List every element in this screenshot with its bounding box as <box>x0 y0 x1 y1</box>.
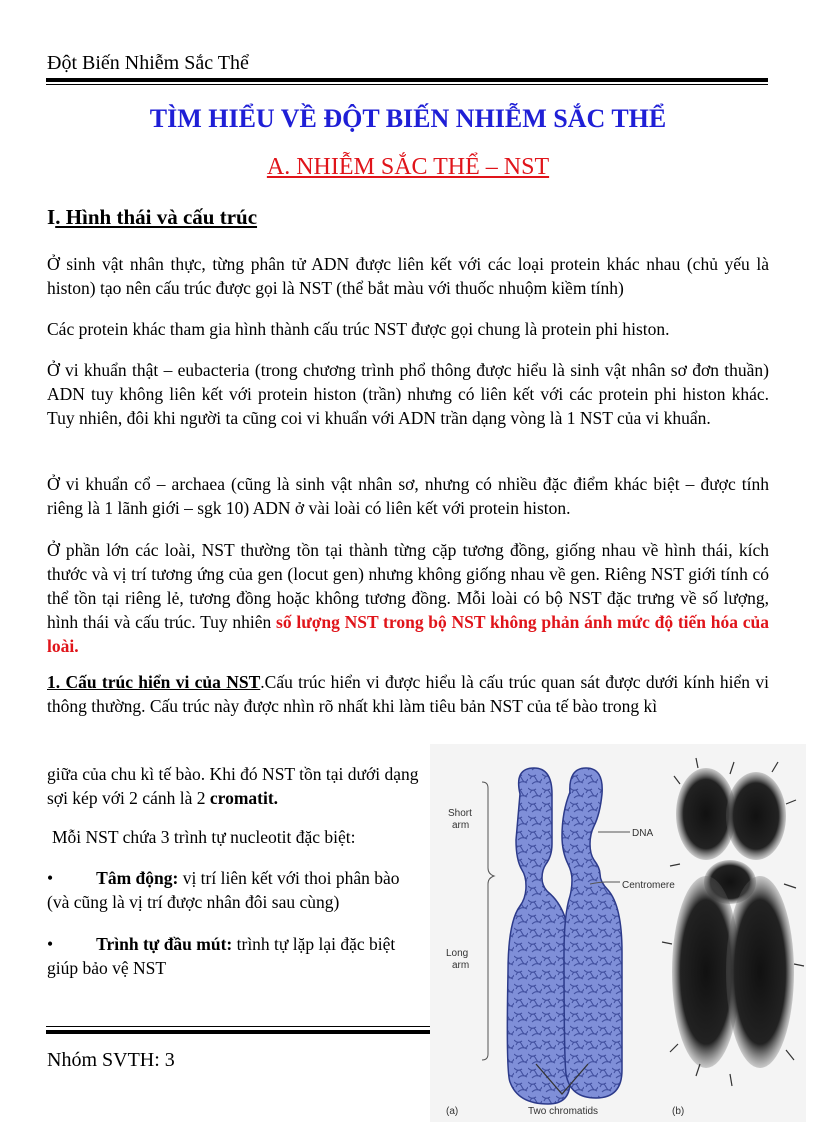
subsection-heading: 1. Cấu trúc hiển vi của NST <box>47 672 261 692</box>
two-chromatids-label: Two chromatids <box>528 1106 599 1117</box>
paragraph-2: Các protein khác tham gia hình thành cấu trúc NST được gọi chung là protein phi histon. <box>47 319 670 339</box>
dna-label: DNA <box>632 828 654 839</box>
footer-rule-thick <box>46 1030 432 1034</box>
short-arm-bracket <box>482 782 494 884</box>
paragraph-1: Ở sinh vật nhân thực, từng phân tử ADN được liên kết với các loại protein khác nhau (chủ yếu là histon) tạo nên cấu trúc được gọi là NST (thể bắt màu với thuốc nhuộm kiềm tính) <box>47 254 769 298</box>
footer-rule-thin <box>46 1026 432 1027</box>
short-arm-label: Short <box>448 808 472 819</box>
long-arm-bracket <box>482 884 488 1060</box>
bullet-item: • Trình tự đầu mút: trình tự lặp lại đặc biệt giúp bảo vệ NST <box>47 934 396 978</box>
header-rule-thick <box>46 78 768 82</box>
svg-text:arm: arm <box>452 820 470 831</box>
highlight-text: số lượng NST trong bộ NST không phản ánh mức độ tiến hóa của loài <box>47 612 769 656</box>
paragraph-3: Ở vi khuẩn thật – eubacteria (trong chương trình phổ thông được hiểu là sinh vật nhân sơ đơn thuần) ADN tuy không liên kết với protein histon (trần) nhưng có liên kết với các protein phi histon khác. Tuy nhiên, đôi khi người ta cũng coi vi khuẩn với ADN trần dạng vòng là 1 NST của vi khuẩn. <box>47 360 769 428</box>
header-rule-thin <box>46 84 768 85</box>
document-subtitle: A. NHIỄM SẮC THỂ – NST <box>266 154 550 180</box>
chromosome-micrograph <box>662 758 804 1086</box>
chromatid-right <box>562 768 622 1098</box>
footer-text: Nhóm SVTH: 3 <box>47 1049 175 1071</box>
panel-a-label: (a) <box>446 1106 459 1117</box>
column-paragraph-1: giữa của chu kì tế bào. Khi đó NST tồn tại dưới dạng sợi kép với 2 cánh là 2 cromatit. <box>47 764 419 808</box>
chromosome-figure <box>430 744 806 1122</box>
running-header: Đột Biến Nhiễm Sắc Thể <box>47 52 249 74</box>
centromere-label: Centromere <box>622 880 675 891</box>
paragraph-4: Ở vi khuẩn cổ – archaea (cũng là sinh vật nhân sơ, nhưng có nhiều đặc điểm khác biệt – được tính riêng là 1 lãnh giới – sgk 10) ADN ở vài loài có liên kết với protein histon. <box>47 474 769 518</box>
document-title: TÌM HIỂU VỀ ĐỘT BIẾN NHIỄM SẮC THỂ <box>149 104 667 133</box>
paragraph-5: Ở phần lớn các loài, NST thường tồn tại thành từng cặp tương đồng, giống nhau về hình thái, kích thước và vị trí tương ứng của gen (locut gen) nhưng không giống nhau về gen. Riêng NST giới tính có thể tồn tại riêng lẻ, tương đồng hoặc không tương đồng. Mỗi loài có bộ NST đặc trưng về số lượng, hình thái và cấu trúc. Tuy nhiên số lượng NST trong bộ NST không phản ánh mức độ tiến hóa của loài. <box>47 540 769 656</box>
chromosome-diagram <box>430 744 806 1122</box>
bullet-item: • Tâm động: vị trí liên kết với thoi phân bào (và cũng là vị trí được nhân đôi sau cùng) <box>47 868 400 912</box>
svg-text:arm: arm <box>452 960 470 971</box>
paragraph-6: 1. Cấu trúc hiển vi của NST.Cấu trúc hiển vi được hiểu là cấu trúc quan sát được dưới kính hiển vi thông thường. Cấu trúc này được nhìn rõ nhất khi làm tiêu bản NST của tế bào trong kì <box>47 672 769 716</box>
panel-b-label: (b) <box>672 1106 685 1117</box>
chromatid-left <box>507 768 570 1104</box>
long-arm-label: Long <box>446 948 469 959</box>
section-heading: I. Hình thái và cấu trúc <box>47 205 258 229</box>
column-paragraph-2: Mỗi NST chứa 3 trình tự nucleotit đặc biệt: <box>52 827 356 847</box>
